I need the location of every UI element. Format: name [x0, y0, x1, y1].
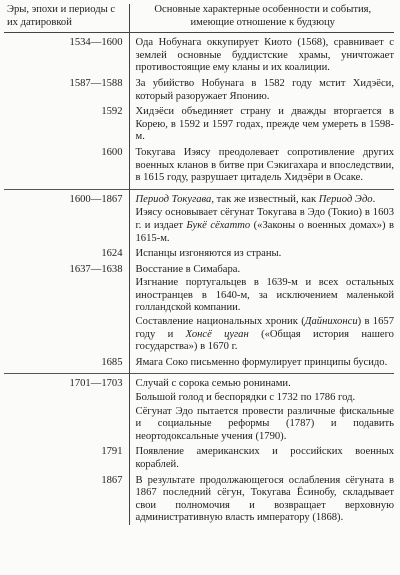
event-text: Изгнание португальцев в 1639-м и всех остальных иностранцев в 1640-м, за исключением маленькой голландской компании.: [135, 277, 394, 314]
table-row: [4, 472, 394, 525]
event-italic-term: Дайнихонси: [304, 316, 358, 328]
event-text-fragment: («Общая история нашего государства») в 1670 г.: [135, 328, 394, 353]
period-cell: 1867: [4, 472, 129, 525]
event-text: Большой голод и беспорядки с 1732 по 1786 год.: [135, 392, 356, 404]
period-cell: 1637—1638: [4, 261, 129, 354]
event-text-fragment: , так же известный, как: [211, 193, 319, 205]
table-row: [4, 374, 394, 443]
event-text: [136, 207, 395, 245]
event-text: Ямага Соко письменно формулирует принципы бусидо.: [135, 356, 388, 368]
event-text: Испанцы изгоняются из страны.: [135, 248, 282, 260]
event-text: В результате продолжающегося ослабления сёгуната в 1867 последний сёгун, Токугава Ёсинобу, складывает свои полномочия и возвращает верховную административную власть императору (1868).: [135, 474, 394, 524]
period-cell: 1600—1867: [4, 189, 129, 245]
table-row: [4, 189, 394, 245]
event-text: Хидэёси объединяет страну и дважды вторгается в Корею, в 1592 и 1597 годах, прежде чем умереть в 1598-м.: [135, 106, 394, 143]
event-text: Восстание в Симабара.: [135, 263, 241, 275]
event-cell: [129, 374, 394, 443]
event-cell: [129, 245, 394, 261]
event-italic-term: Хонсё цуган: [185, 328, 249, 340]
event-cell: [129, 75, 394, 103]
event-text-fragment: Составление национальных хроник (: [135, 316, 305, 328]
event-cell: [129, 103, 394, 144]
table-header-row: [4, 4, 394, 33]
event-italic-term: Период Эдо: [318, 193, 373, 205]
chronology-table: [4, 4, 394, 525]
event-text-fragment: («Законы о военных домах») в 1615-м.: [135, 219, 394, 244]
table-row: [4, 144, 394, 189]
period-cell: 1534—1600: [4, 33, 129, 75]
header-events-column: Основные характерные особенности и события, имеющие отношение к будзюцу: [129, 4, 394, 33]
event-text: Случай с сорока семью ронинами.: [135, 378, 291, 390]
event-italic-term: Период Токугава: [135, 193, 212, 205]
event-text: За убийство Нобунага в 1582 году мстит Хидэёси, который разоружает Японию.: [135, 77, 394, 102]
event-cell: [129, 144, 394, 189]
event-cell: [129, 443, 394, 471]
table-row: [4, 33, 394, 75]
event-text: Сёгунат Эдо пытается провести различные фискальные и социальные реформы (1787) и подавить неортодоксальные учения (1790).: [135, 405, 394, 442]
table-row: [4, 245, 394, 261]
header-period-column: Эры, эпохи и периоды с их датировкой: [4, 4, 129, 33]
event-cell: [129, 472, 394, 525]
period-cell: 1624: [4, 245, 129, 261]
period-cell: 1587—1588: [4, 75, 129, 103]
event-text-fragment: ) в 1657 году и: [135, 316, 394, 340]
period-cell: 1592: [4, 103, 129, 144]
period-cell: 1600: [4, 144, 129, 189]
event-cell: [129, 354, 394, 374]
event-cell: [129, 261, 394, 354]
period-cell: 1701—1703: [4, 374, 129, 443]
table-row: [4, 261, 394, 354]
event-italic-term: Букё сёхатто: [186, 219, 251, 231]
period-cell: 1685: [4, 354, 129, 374]
event-text: Появление американских и российских военных кораблей.: [135, 446, 394, 470]
event-cell: [129, 33, 394, 75]
event-cell: [129, 189, 394, 245]
event-text-fragment: Иэясу основывает сёгунат Токугава в Эдо (Токио) в 1603 г. и издает: [135, 207, 394, 231]
event-text: Токугава Иэясу преодолевает сопротивление других военных кланов в битве при Сэкигахара и впоследствии, в 1615 году, разрушает цитадель Хидэёри в Осаке.: [135, 146, 394, 184]
period-cell: 1791: [4, 443, 129, 471]
event-text: [136, 194, 395, 207]
event-text-fragment: .: [372, 193, 376, 205]
table-row: [4, 443, 394, 471]
table-row: [4, 354, 394, 374]
table-row: [4, 75, 394, 103]
table-row: [4, 103, 394, 144]
event-text: Ода Нобунага оккупирует Киото (1568), сравнивает с землей основные буддистские храмы, уничтожает противостоящие ему кланы и их коалиции.: [135, 37, 394, 74]
event-text: [136, 316, 395, 354]
